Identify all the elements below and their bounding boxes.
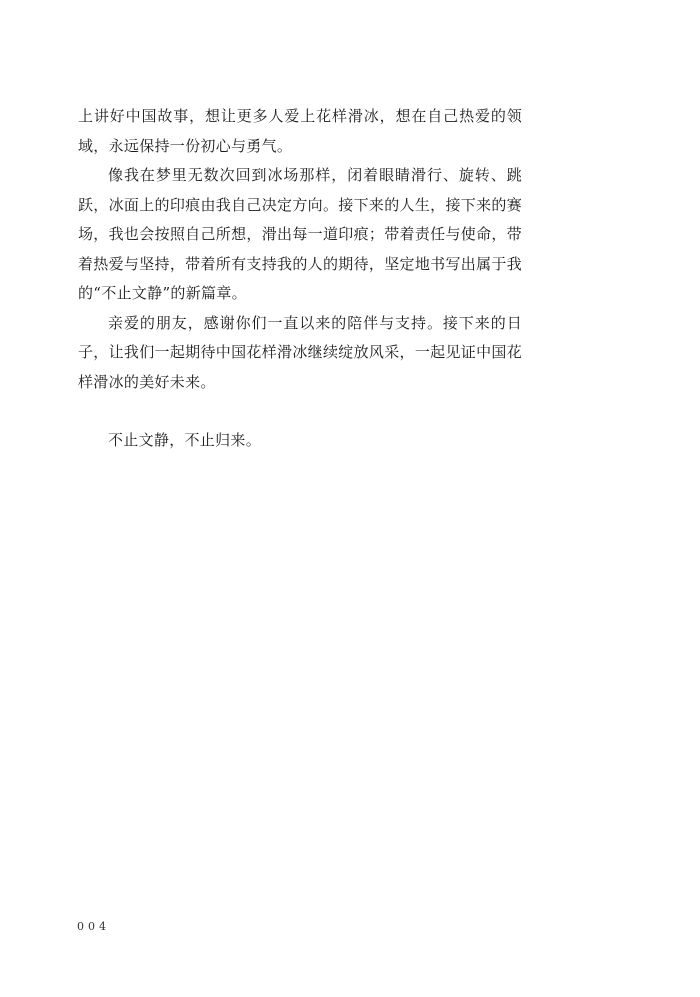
paragraph-skating-dream: 像我在梦里无数次回到冰场那样，闭着眼睛滑行、旋转、跳跃，冰面上的印痕由我自己决定方向。接下来的人生，接下来的赛场，我也会按照自己所想，滑出每一道印痕；带着责任与使命，带着热爱与坚持，带着所有支持我的人的期待，坚定地书写出属于我的“不止文静”的新篇章。 — [78, 166, 522, 302]
closing-line: 不止文静，不止归来。 — [108, 431, 262, 449]
page-number: 004 — [77, 920, 110, 933]
paragraph-thanks: 亲爱的朋友，感谢你们一直以来的陪伴与支持。接下来的日子，让我们一起期待中国花样滑冰继续绽放风采，一起见证中国花样滑冰的美好未来。 — [78, 313, 522, 391]
paragraph-continuation: 上讲好中国故事，想让更多人爱上花样滑冰，想在自己热爱的领域，永远保持一份初心与勇气。 — [78, 107, 522, 155]
document-body — [78, 102, 522, 456]
